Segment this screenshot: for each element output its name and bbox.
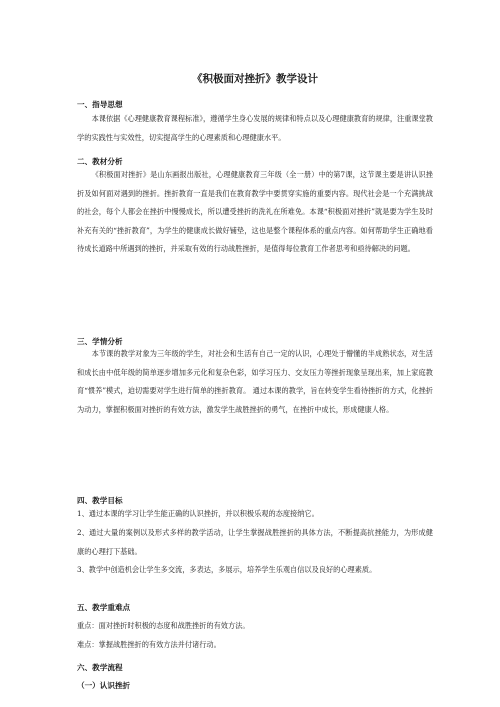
objective-item-3: 3、教学中创造机会让学生多交流，多表达，多展示，培养学生乐观自信以及良好的心理素质。 (77, 565, 377, 574)
paragraph-textbook-analysis: 《积极面对挫折》是山东画报出版社，心理健康教育三年级（全一册）中的第7课，这节课主要是讲认识挫折及如何面对遇到的挫折。挫折教育一直是我们在教育教学中要贯穿实施的重要内容。现代社会是一个充满挑战的社会，每个人都会在挫折中慢慢成长，所以遭受挫折的洗礼在所难免。本课“积极面对挫折”就是要为学生及时补充有关的“挫折教育”，为学生的健康成长做好铺垫，这也是整个课程体系的重点内容。如何帮助学生正确地看待成长道路中所遇到的挫折，并采取有效的行动战胜挫折，是值得每位教育工作者思考和亟待解决的问题。 (77, 170, 433, 254)
paragraph-guiding-ideology: 本课依据《心理健康教育课程标准》，遵循学生身心发展的规律和特点以及心理健康教育的规律，注重课堂教学的实践性与实效性，切实提高学生的心理素质和心理健康水平。 (77, 114, 433, 142)
difficult-point-line: 难点：掌握战胜挫折的有效方法并付诸行动。 (77, 640, 221, 649)
section-heading-textbook-analysis: 二、教材分析 (77, 157, 123, 166)
section-heading-teaching-process: 六、教学流程 (77, 663, 123, 672)
section-heading-guiding-ideology: 一、指导思想 (77, 100, 123, 109)
subsection-heading-recognize-setbacks: （一）认识挫折 (77, 681, 131, 690)
section-heading-teaching-objectives: 四、教学目标 (77, 496, 123, 505)
key-point-line: 重点：面对挫折时积极的态度和战胜挫折的有效方法。 (77, 621, 250, 630)
paragraph-learner-analysis: 本节课的教学对象为三年级的学生，对社会和生活有自己一定的认识，心理处于懵懂的半成熟状态，对生活和成长由中低年级的简单逐步增加多元化和复杂色彩，如学习压力、交友压力等挫折现象呈现出来，加上家庭教育“惯养”模式，迫切需要对学生进行简单的挫折教育。 通过本课的教学，旨在转变学生看待挫折的方式，化挫折为动力，掌握积极面对挫折的有效方法，激发学生战胜挫折的勇气，在挫折中成长，形成健康人格。 (77, 349, 433, 414)
section-heading-key-difficult-points: 五、教学重难点 (77, 603, 131, 612)
section-heading-learner-analysis: 三、学情分析 (77, 337, 123, 346)
objective-item-2: 2、通过大量的案例以及形式多样的教学活动，让学生掌握战胜挫折的具体方法，不断提高抗挫能力，为形成健康的心理打下基础。 (77, 528, 433, 556)
objective-item-1: 1、通过本课的学习让学生能正确的认识挫折，并以积极乐观的态度接纳它。 (77, 509, 319, 518)
document-title: 《积极面对挫折》教学设计 (192, 73, 318, 85)
